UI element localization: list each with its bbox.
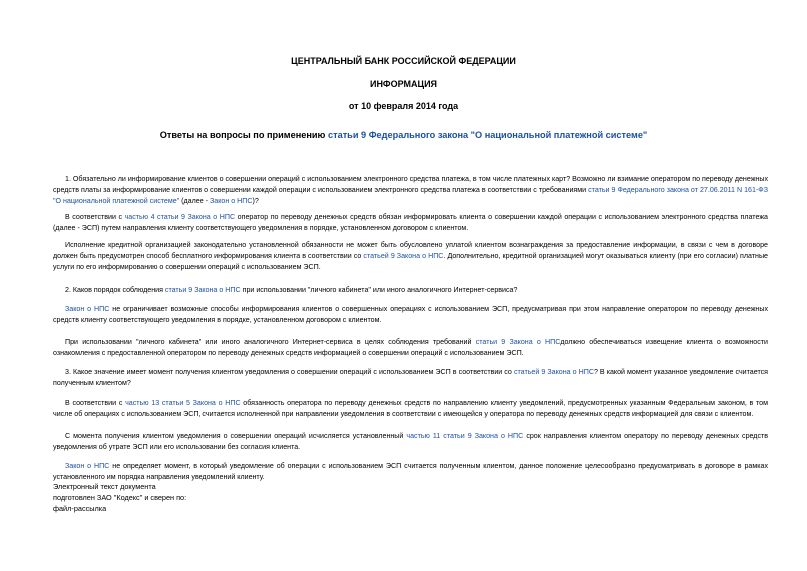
paragraph-question-2	[53, 285, 768, 296]
law-161-fz-link[interactable]: статьи 9 Федерального закона от 27.06.2011 N 161-ФЗ "О национальной платежной системе"	[53, 186, 768, 205]
document-subtitle	[0, 130, 807, 140]
part-11-article-9-link[interactable]: частью 11 статьи 9 Закона о НПС	[406, 432, 524, 440]
text: В соответствии с	[65, 399, 126, 407]
paragraph-answer-1b	[53, 240, 768, 273]
paragraph-answer-2a	[53, 304, 768, 326]
text: срок направления клиентом оператору по переводу денежных средств уведомления об утрате ЭСП или его использовании без согласия клиента.	[53, 432, 769, 451]
paragraph-answer-3b	[53, 431, 768, 453]
footer-line-3: файл-рассылка	[53, 504, 107, 513]
law-nps-link[interactable]: Закон о НПС	[65, 305, 110, 313]
text: )?	[252, 197, 259, 205]
text: С момента получения клиентом уведомления о совершении операций исчисляется установленный	[65, 432, 407, 440]
text: не ограничивает возможные способы информирования клиентов о совершенных операциях с использованием ЭСП, предусматривая при этом направление оператором по переводу денежных средств клиенту соответствующего уведомления в порядке, установленном договором с клиентом.	[53, 305, 768, 324]
article-9-link[interactable]: статьи 9 Закона о НПС	[164, 286, 241, 294]
part-13-article-5-link[interactable]: частью 13 статьи 5 Закона о НПС	[125, 399, 241, 407]
paragraph-answer-3a	[53, 398, 768, 420]
text: (далее -	[179, 197, 210, 205]
paragraph-answer-1a	[53, 212, 768, 234]
text: . Дополнительно, кредитной организацией могут оказываться клиенту (при его согласии) платные услуги по его информированию о совершении операций с использованием ЭСП.	[53, 252, 769, 271]
article-9-link[interactable]: статьей 9 Закона о НПС	[513, 368, 594, 376]
text: ? В какой момент указанное уведомление считается полученным клиентом?	[53, 368, 768, 387]
paragraph-question-1	[53, 174, 768, 207]
text: При использовании "личного кабинета" или иного аналогичного Интернет-сервиса в целях соблюдения требований	[65, 338, 476, 346]
subtitle-law-link[interactable]: статьи 9 Федерального закона "О национальной платежной системе"	[327, 130, 648, 140]
law-nps-link[interactable]: Закон о НПС	[65, 462, 110, 470]
text: 1. Обязательно ли информирование клиентов о совершении операций с использованием электронного средства платежа, в том числе платежных карт? Возможно ли взимание оператором по переводу денежных средств платы за информирование клиентов о совершении каждой операции с использованием электронного средства платежа в соответствии с требованиями	[53, 175, 768, 194]
paragraph-answer-3c	[53, 461, 768, 483]
document-type-heading: ИНФОРМАЦИЯ	[369, 79, 438, 89]
text: не определяет момент, в который уведомление об операции с использованием ЭСП считается полученным клиентом, данное положение целесообразно предусматривать в договоре в рамках установленного им порядка направления уведомлений клиенту.	[53, 462, 768, 481]
document-date: от 10 февраля 2014 года	[348, 101, 459, 111]
paragraph-question-3	[53, 367, 768, 389]
subtitle-text: Ответы на вопросы по применению	[159, 130, 328, 140]
footer-line-1: Электронный текст документа	[53, 482, 156, 491]
text: оператор по переводу денежных средств обязан информировать клиента о совершении каждой операции с использованием электронного средства платежа (далее - ЭСП) путем направления клиенту соответствующего уведомления в порядке, установленном договором с клиентом.	[53, 213, 769, 232]
article-9-link[interactable]: статьей 9 Закона о НПС	[363, 252, 444, 260]
text: должно обеспечиваться извещение клиента о возможности ознакомления с предоставленной оператором по переводу денежных средств информацией о совершении операций с использованием ЭСП.	[53, 338, 768, 357]
paragraph-answer-2b	[53, 337, 768, 359]
footer-line-2: подготовлен ЗАО "Кодекс" и сверен по:	[53, 493, 187, 502]
issuer-heading: ЦЕНТРАЛЬНЫЙ БАНК РОССИЙСКОЙ ФЕДЕРАЦИИ	[291, 56, 516, 66]
text: при использовании "личного кабинета" или иного аналогичного Интернет-сервиса?	[240, 286, 518, 294]
article-9-link[interactable]: статьи 9 Закона о НПС	[475, 338, 561, 346]
part-4-article-9-link[interactable]: частью 4 статьи 9 Закона о НПС	[124, 213, 236, 221]
text: Исполнение кредитной организацией законодательно установленной обязанности не может быть обусловлено уплатой клиентом вознаграждения за предоставление информации, в связи с чем в договоре должен быть предусмотрен способ бесплатного информирования клиента в соответствии со	[53, 241, 768, 260]
law-nps-link[interactable]: Закон о НПС	[209, 197, 253, 205]
text: 2. Каков порядок соблюдения	[65, 286, 165, 294]
text: 3. Какое значение имеет момент получения клиентом уведомления о совершении операций с использованием ЭСП в соответствии со	[65, 368, 514, 376]
text: В соответствии с	[65, 213, 125, 221]
text: обязанность оператора по переводу денежных средств по направлению клиенту уведомлений, предусмотренных указанным Федеральным законом, в том числе об операциях с использованием ЭСП, считается исполненной при направлении уведомления в соответствии с имеющейся у оператора по переводу денежных средств информацией для связи с клиентом.	[53, 399, 768, 418]
